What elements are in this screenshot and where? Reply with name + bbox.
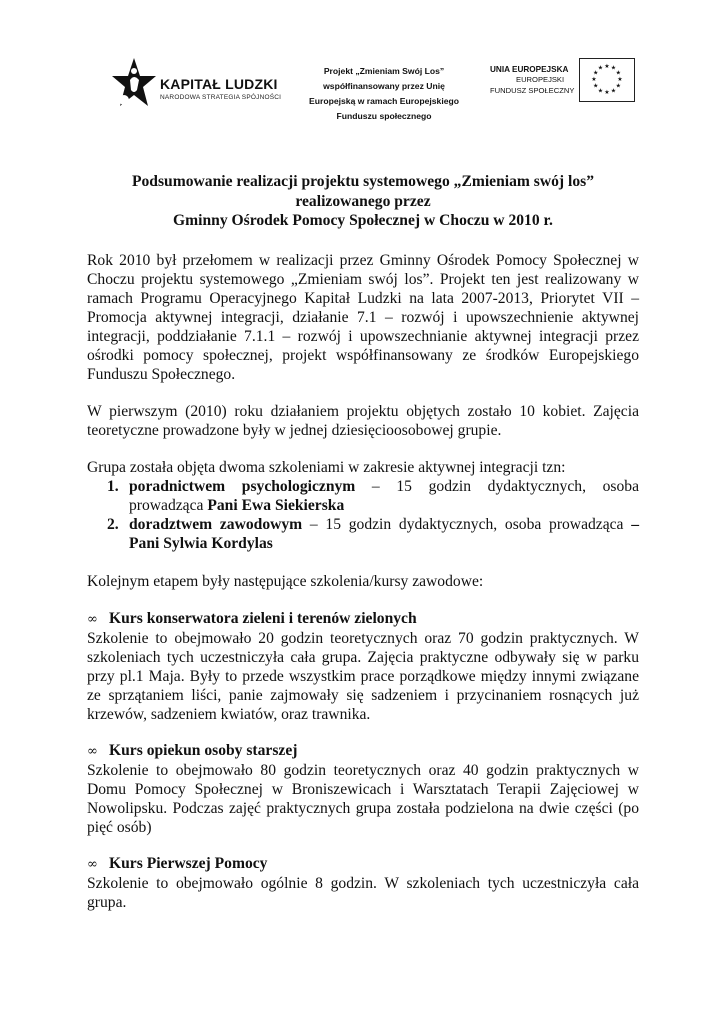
project-info-line: Funduszu społecznego: [336, 111, 432, 121]
infinity-bullet-icon: ∞: [87, 611, 98, 627]
svg-text:★: ★: [597, 64, 604, 72]
course-section: [87, 609, 639, 724]
training-person: – Pani Sylwia Kordylas: [129, 515, 639, 552]
title-line: Gminny Ośrodek Pomocy Społecznej w Choczu w 2010 r.: [173, 212, 553, 229]
page-header: [0, 0, 724, 130]
trainings-list: [87, 477, 639, 553]
course-text: Szkolenie to obejmowało 80 godzin teoretycznych oraz 40 godzin praktycznych w Domu Pomocy Społecznej w Broniszewicach i Warsztatach Terapii Zajęciowej w Nowolipsku. Podczas zajęć praktycznych grupa została podzielona na dwie części (po pięć osób): [87, 761, 639, 836]
eu-logo: [478, 58, 634, 112]
eu-logo-line: UNIA EUROPEJSKA: [490, 65, 569, 74]
training-person: Pani Ewa Siekierska: [207, 496, 345, 514]
eu-flag-icon: [579, 58, 635, 102]
course-title: Kurs konserwatora zieleni i terenów zielonych: [109, 609, 417, 627]
training-name: poradnictwem psychologicznym: [129, 477, 356, 495]
intro-paragraph: Rok 2010 był przełomem w realizacji przez Gminny Ośrodek Pomocy Społecznej w Choczu projektu systemowego „Zmieniam swój los”. Projekt ten jest realizowany w ramach Programu Operacyjnego Kapitał Ludzki na lata 2007-2013, Priorytet VII – Promocja aktywnej integracji, działanie 7.1 – rozwój i upowszechnienie aktywnej integracji, poddziałanie 7.1.1 – rozwój i upowszechnianie aktywnej integracji przez ośrodki pomocy społecznej, projekt współfinansowany ze środków Europejskiego Funduszu Społecznego.: [87, 251, 639, 383]
course-heading: [87, 854, 639, 874]
svg-text:★: ★: [610, 64, 617, 72]
course-text: Szkolenie to obejmowało ogólnie 8 godzin. W szkoleniach tych uczestniczyła cała grupa.: [87, 874, 639, 911]
svg-text:★: ★: [593, 69, 599, 77]
eu-logo-line: EUROPEJSKI: [516, 75, 565, 84]
svg-text:★: ★: [615, 82, 621, 90]
svg-text:★: ★: [604, 63, 610, 70]
kapital-ludzki-mark-icon: [112, 56, 156, 110]
infinity-bullet-icon: ∞: [87, 743, 98, 759]
eu-logo-line: FUNDUSZ SPOŁECZNY: [490, 85, 575, 95]
training-detail: – 15 godzin dydaktycznych, osoba prowadząca: [129, 477, 639, 514]
svg-text:★: ★: [604, 89, 610, 96]
next-stage-paragraph: Kolejnym etapem były następujące szkolenia/kursy zawodowe:: [87, 572, 484, 590]
course-text: Szkolenie to obejmowało 20 godzin teoretycznych oraz 70 godzin praktycznych. W szkoleniach tych uczestniczyła cała grupa. Zajęcia praktyczne odbywały się w parku przy pl.1 Maja. Były to przede wszystkim prace porządkowe między innymi związane ze sprzątaniem liści, panie zajmowały się sadzeniem i przycinaniem rosnących już krzewów, sadzeniem kwiatów, oraz trawnika.: [87, 629, 639, 723]
kapital-ludzki-logo: [112, 56, 292, 112]
list-number: 2.: [107, 515, 119, 533]
list-item: [87, 477, 639, 515]
svg-text:★: ★: [593, 82, 599, 90]
infinity-bullet-icon: ∞: [87, 856, 98, 872]
svg-text:★: ★: [610, 87, 617, 95]
list-number: 1.: [107, 477, 119, 495]
svg-text:★: ★: [591, 76, 597, 83]
course-section: [87, 854, 639, 912]
training-detail: – 15 godzin dydaktycznych, osoba prowadząca: [302, 515, 632, 533]
course-heading: [87, 609, 639, 629]
participants-paragraph: W pierwszym (2010) roku działaniem projektu objętych zostało 10 kobiet. Zajęcia teoretyczne prowadzone były w jednej dziesięcioosobowej grupie.: [87, 402, 639, 439]
svg-text:★: ★: [615, 69, 621, 77]
group-intro-paragraph: Grupa została objęta dwoma szkoleniami w zakresie aktywnej integracji tzn:: [87, 458, 566, 476]
document-body: [87, 172, 639, 929]
course-heading: [87, 741, 639, 761]
list-item: [87, 515, 639, 553]
svg-text:★: ★: [597, 87, 604, 95]
svg-text:★: ★: [617, 76, 623, 83]
kapital-ludzki-title: KAPITAŁ LUDZKI: [160, 76, 278, 92]
project-info-line: Europejską w ramach Europejskiego: [309, 96, 459, 106]
project-info-line: Projekt „Zmieniam Swój Los”: [323, 66, 445, 76]
title-line: realizowanego przez: [295, 192, 431, 210]
course-title: Kurs opiekun osoby starszej: [109, 741, 298, 759]
project-info: [308, 64, 460, 124]
project-info-line: współfinansowany przez Unię: [323, 81, 445, 91]
course-title: Kurs Pierwszej Pomocy: [109, 854, 268, 872]
training-name: doradztwem zawodowym: [129, 515, 303, 533]
course-section: [87, 741, 639, 837]
kapital-ludzki-subtitle: NARODOWA STRATEGIA SPÓJNOŚCI: [160, 94, 282, 101]
eu-logo-text: [490, 64, 574, 96]
title-line: Podsumowanie realizacji projektu systemowego „Zmieniam swój los”: [131, 173, 594, 190]
document-title: [87, 172, 639, 231]
